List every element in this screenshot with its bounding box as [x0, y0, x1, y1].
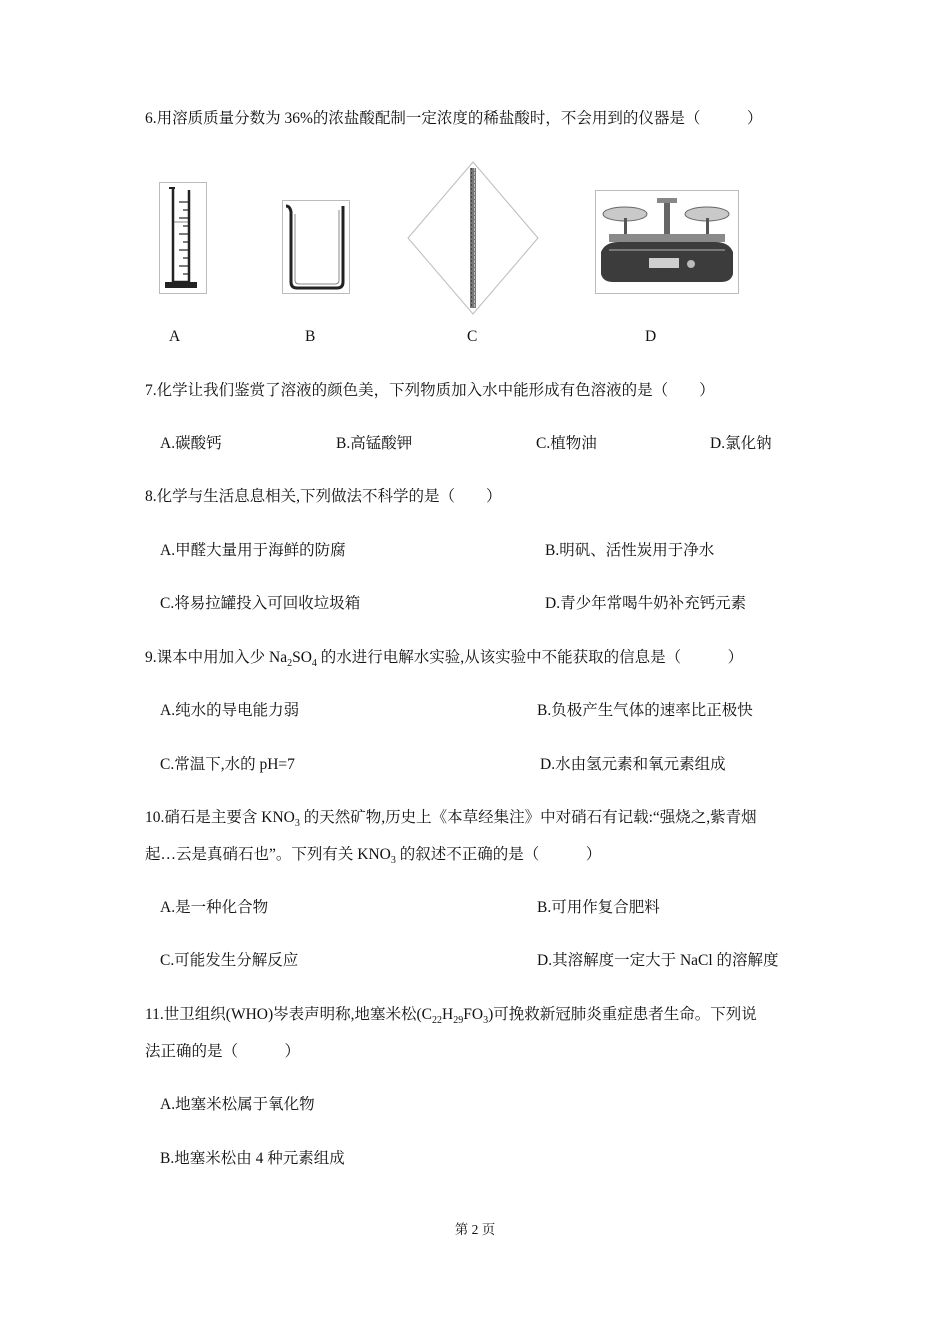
q9-option-b: B.负极产生气体的速率比正极快: [537, 702, 753, 719]
q11-option-b: B.地塞米松由 4 种元素组成: [160, 1150, 345, 1167]
option-label-a: A: [169, 328, 181, 345]
q7-option-d: D.氯化钠: [710, 435, 772, 452]
q9-stem: 9.课本中用加入少 $Na_2SO_4$ 的水进行电解水实验,从该实验中不能获取的信息是（ ）: [145, 649, 744, 669]
balance-scale-figure: [595, 190, 739, 294]
option-label-b: B: [305, 328, 316, 345]
q11-option-a: A.地塞米松属于氧化物: [160, 1096, 315, 1113]
q8-option-d: D.青少年常喝牛奶补充钙元素: [545, 595, 747, 612]
q8-stem: 8.化学与生活息息相关,下列做法不科学的是（ ）: [145, 488, 502, 505]
q7-option-b: B.高锰酸钾: [336, 435, 413, 452]
q9-option-a: A.纯水的导电能力弱: [160, 702, 300, 719]
q7-stem: 7.化学让我们鉴赏了溶液的颜色美，下列物质加入水中能形成有色溶液的是（ ）: [145, 382, 715, 399]
option-label-c: C: [467, 328, 478, 345]
q10-stem-line2: 起…云是真硝石也”。下列有关 $KNO_3$ 的叙述不正确的是（ ）: [145, 846, 602, 866]
graduated-cylinder-figure: [159, 182, 207, 294]
q6-stem: 6.用溶质质量分数为 36%的浓盐酸配制一定浓度的稀盐酸时，不会用到的仪器是（ ）: [145, 110, 763, 127]
q9-option-d: D.水由氢元素和氧元素组成: [540, 756, 726, 773]
q8-option-a: A.甲醛大量用于海鲜的防腐: [160, 542, 346, 559]
page-number: 第 2 页: [454, 1222, 496, 1237]
q7-option-a: A.碳酸钙: [160, 435, 222, 452]
q9-option-c: C.常温下,水的 pH=7: [160, 756, 295, 773]
q10-option-a: A.是一种化合物: [160, 899, 269, 916]
q10-option-d: D.其溶解度一定大于 NaCl 的溶解度: [537, 952, 779, 969]
q7-option-c: C.植物油: [536, 435, 597, 452]
q8-option-c: C.将易拉罐投入可回收垃圾箱: [160, 595, 361, 612]
q10-option-b: B.可用作复合肥料: [537, 899, 660, 916]
q10-stem-line1: 10.硝石是主要含 $KNO_3$ 的天然矿物,历史上《本草经集注》中对硝石有记载:“强烧之,紫青烟: [145, 809, 757, 829]
q11-stem-line1: 11.世卫组织(WHO)岑表声明称,地塞米松$(C_{22}H_{29}FO_3)$可挽救新冠肺炎重症患者生命。下列说: [145, 1006, 757, 1026]
q10-option-c: C.可能发生分解反应: [160, 952, 299, 969]
beaker-figure: [282, 200, 350, 294]
glass-rod-figure: [406, 160, 540, 316]
q11-stem-line2: 法正确的是（ ）: [145, 1043, 301, 1060]
q8-option-b: B.明矾、活性炭用于净水: [545, 542, 715, 559]
option-label-d: D: [645, 328, 657, 345]
